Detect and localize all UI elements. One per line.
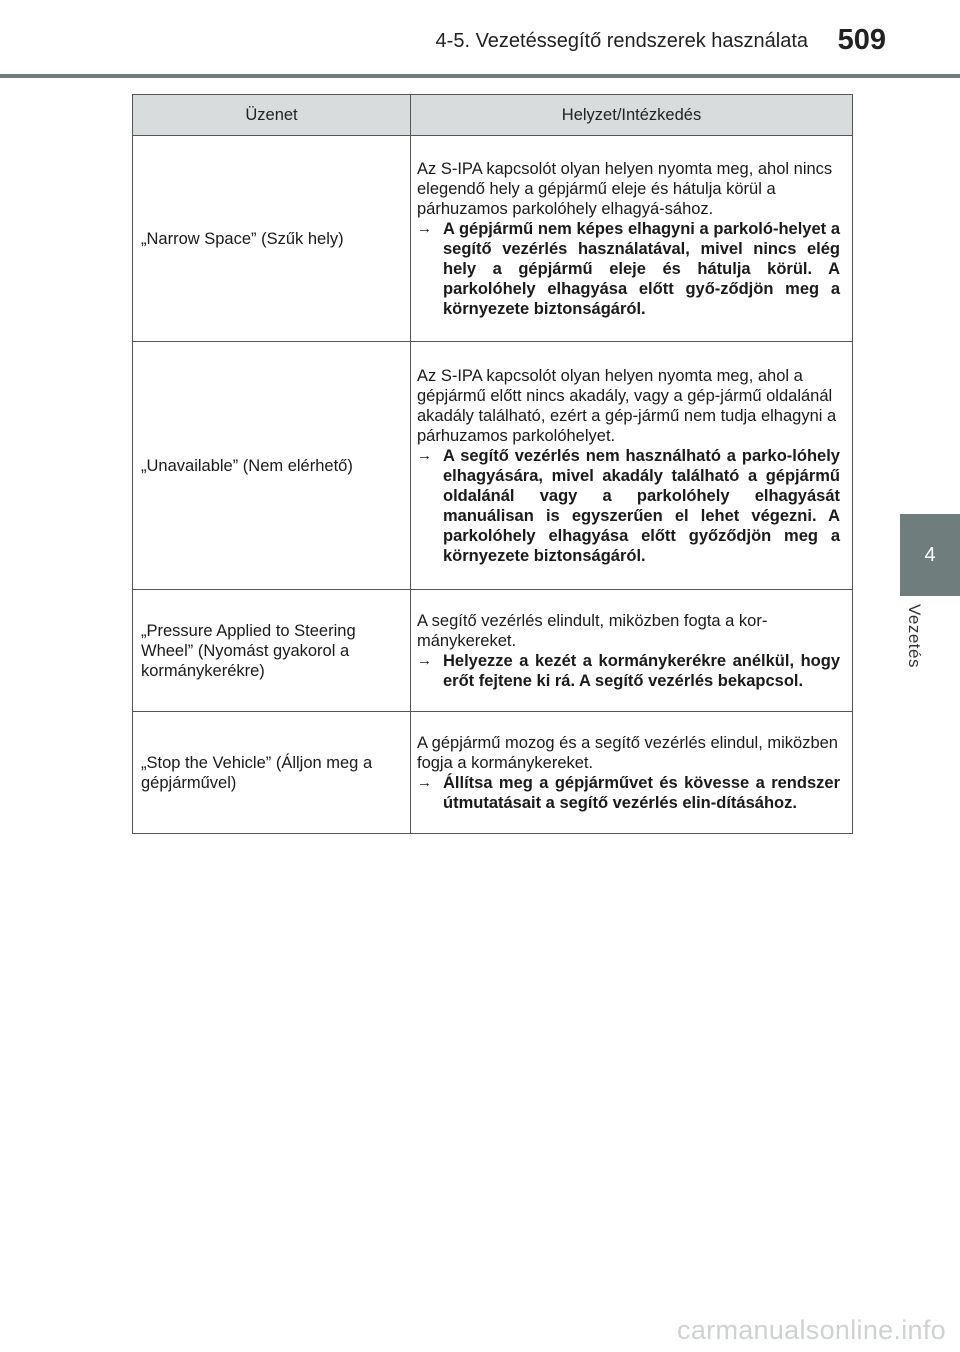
- message-table: [132, 94, 853, 834]
- arrow-right-icon: →: [417, 773, 432, 791]
- situation-text: A gépjármű mozog és a segítő vezérlés elindul, miközben fogja a kormánykereket.: [417, 733, 838, 772]
- chapter-name: Vezetés: [905, 604, 924, 668]
- table-row: [133, 712, 853, 834]
- situation-text: Az S-IPA kapcsolót olyan helyen nyomta meg, ahol a gépjármű előtt nincs akadály, vagy a gép-jármű oldalánál akadály található, ezért a gép-jármű nem tudja elhagyni a párhuzamos parkolóhelyet.: [417, 366, 837, 445]
- action-step: [417, 219, 840, 319]
- message-cell: „Stop the Vehicle” (Álljon meg a gépjárművel): [133, 712, 411, 834]
- action-step: [417, 446, 840, 566]
- action-text: A segítő vezérlés nem használható a parko-lóhely elhagyására, mivel akadály található a gépjármű oldalánál vagy a parkolóhely elhagyását manuálisan is egyszerűen el lehet végezni. A parkolóhely elhagyása előtt győződjön meg a környezete biztonságáról.: [443, 446, 840, 565]
- watermark: carmanualsonline.info: [677, 1315, 946, 1345]
- situation-cell: [411, 590, 853, 712]
- table-row: [133, 136, 853, 342]
- arrow-right-icon: →: [417, 446, 432, 464]
- message-cell: „Pressure Applied to Steering Wheel” (Nyomást gyakorol a kormánykerékre): [133, 590, 411, 712]
- action-text: Helyezze a kezét a kormánykerékre anélkül, hogy erőt fejtene ki rá. A segítő vezérlés bekapcsol.: [443, 651, 840, 690]
- situation-cell: [411, 712, 853, 834]
- action-text: Állítsa meg a gépjárművet és kövesse a rendszer útmutatásait a segítő vezérlés elin-dításához.: [443, 773, 840, 812]
- action-text: A gépjármű nem képes elhagyni a parkoló-helyet a segítő vezérlés használatával, mivel nincs elég hely a gépjármű eleje és hátulja körül. A parkolóhely elhagyása előtt győ-ződjön meg a környezete biztonságáról.: [443, 219, 840, 318]
- page-header: [0, 0, 960, 80]
- arrow-right-icon: →: [417, 219, 432, 237]
- table-header-row: [133, 95, 853, 136]
- situation-cell: [411, 136, 853, 342]
- arrow-right-icon: →: [417, 651, 432, 669]
- action-step: [417, 651, 840, 691]
- table-row: [133, 342, 853, 590]
- message-cell: „Narrow Space” (Szűk hely): [133, 136, 411, 342]
- message-cell: „Unavailable” (Nem elérhető): [133, 342, 411, 590]
- column-header-situation: Helyzet/Intézkedés: [411, 95, 853, 136]
- page-number: 509: [837, 24, 886, 56]
- chapter-tab: [900, 514, 960, 596]
- header-divider: [0, 74, 960, 78]
- table-row: [133, 590, 853, 712]
- situation-cell: [411, 342, 853, 590]
- situation-text: Az S-IPA kapcsolót olyan helyen nyomta meg, ahol nincs elegendő hely a gépjármű eleje és hátulja körül a párhuzamos parkolóhely elhagyá-sához.: [417, 159, 833, 218]
- section-title: 4-5. Vezetéssegítő rendszerek használata: [435, 30, 808, 52]
- chapter-label-wrap: [900, 600, 930, 690]
- chapter-number: 4: [924, 543, 936, 566]
- situation-text: A segítő vezérlés elindult, miközben fogta a kor-mánykereket.: [417, 611, 768, 650]
- action-step: [417, 773, 840, 813]
- column-header-message: Üzenet: [133, 95, 411, 136]
